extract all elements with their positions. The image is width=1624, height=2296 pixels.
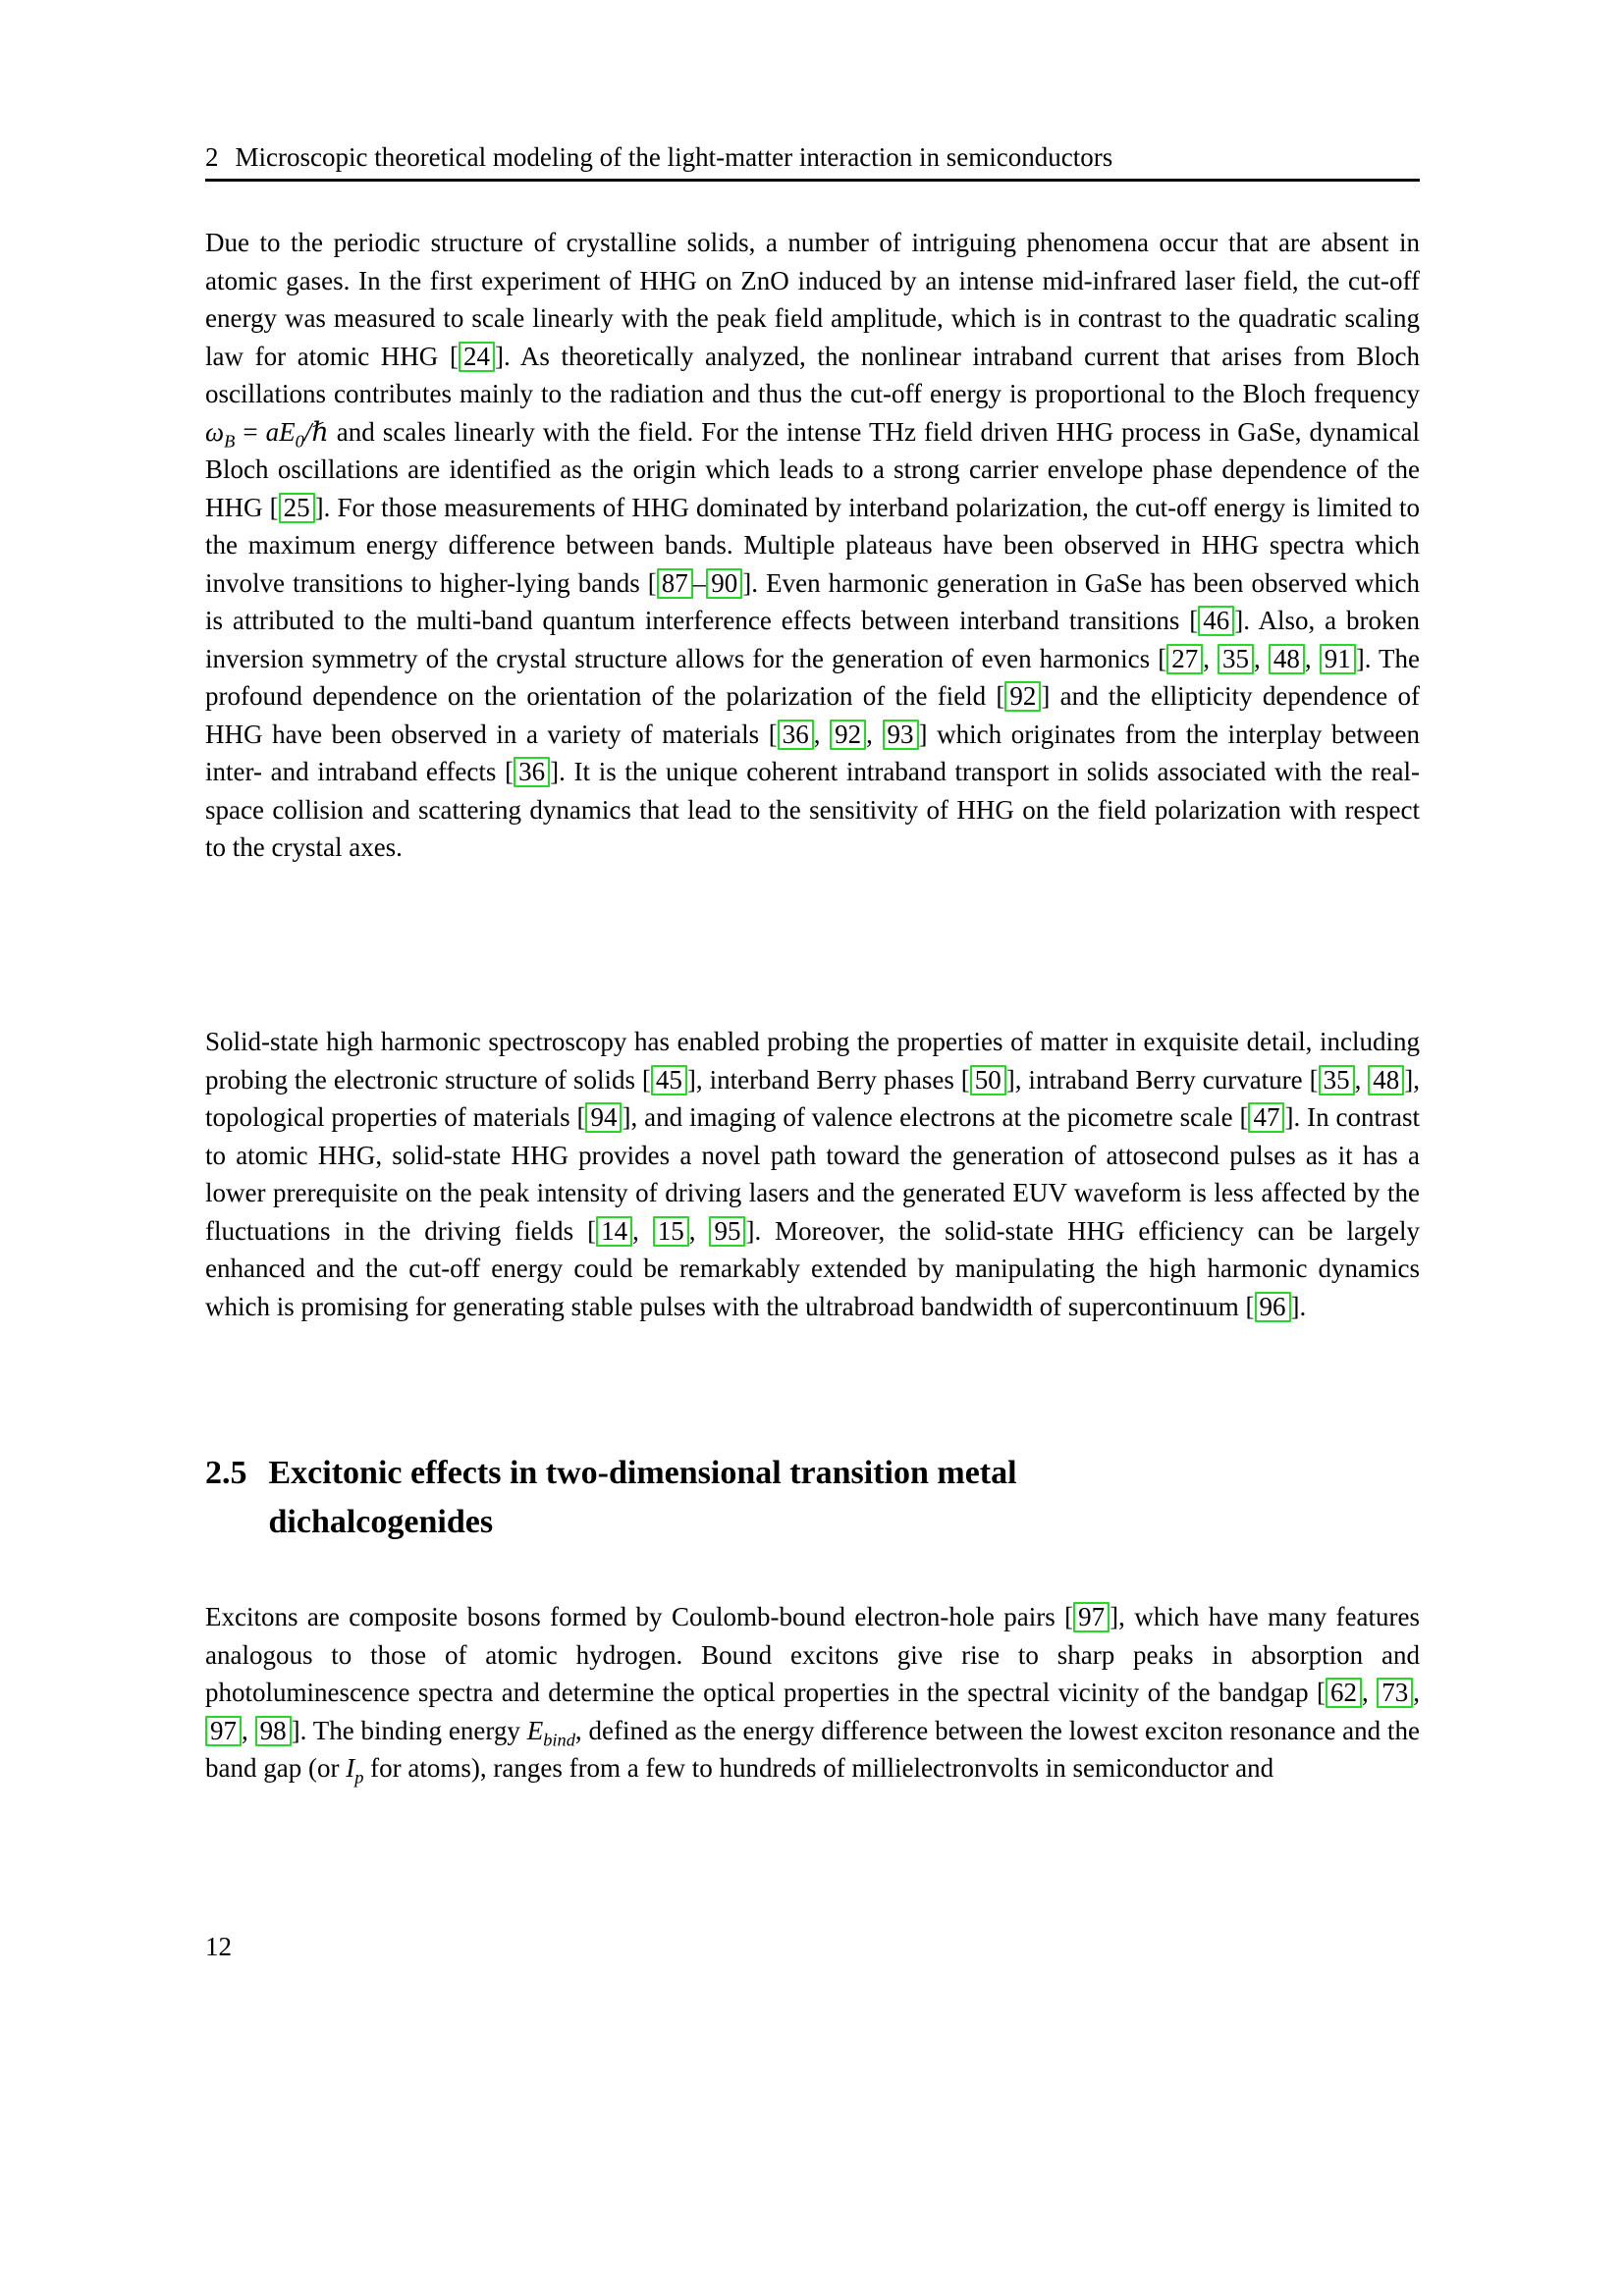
citation-link[interactable]: 48 <box>1269 644 1305 674</box>
citation-link[interactable]: 92 <box>1004 681 1041 712</box>
text-run: . Moreover, the solid-state HHG efficiency can be largely enhanced and the cut-off energy could be remarkably extended by manipulating the high harmonic dynamics which is promising for generating stable pulses with the ultrabroad bandwidth of supercontinuum <box>205 1215 1421 1321</box>
citation-link[interactable]: 48 <box>1368 1065 1404 1095</box>
citation-bracket: [ <box>768 719 778 749</box>
paragraph-3 <box>205 1598 1420 1788</box>
text-run: . For those measurements of HHG dominated by interband polarization, the cut-off energy is limited to the maximum energy difference between bands. Multiple plateaus have been observed in HHG spectra which involve transitions to higher-lying bands <box>205 492 1420 598</box>
citation-bracket: [ <box>647 567 657 598</box>
text-run: , intraband Berry curvature <box>1014 1064 1310 1095</box>
text-run: Solid-state high harmonic spectroscopy has enabled probing the properties of matter in exquisite detail, including probing the electronic structure of solids <box>205 1027 1420 1095</box>
citation-link[interactable]: 73 <box>1377 1678 1413 1708</box>
citation-separator: , <box>242 1715 255 1745</box>
citation-separator: , <box>632 1215 653 1246</box>
citation-separator: – <box>692 567 707 598</box>
citation-bracket: ] <box>1041 681 1051 711</box>
text-run: . In contrast to atomic HHG, solid-state HHG provides a novel path toward the generation of attosecond pulses as it has a lower prerequisite on the peak intensity of driving lasers and the generated EUV waveform is less affected by the fluctuations in the driving fields <box>205 1102 1420 1246</box>
citation-link[interactable]: 94 <box>585 1102 622 1133</box>
page-number: 12 <box>205 1932 232 1961</box>
citation-link[interactable]: 24 <box>459 342 495 372</box>
math-inline <box>265 416 304 451</box>
citation-bracket: ] <box>622 1102 631 1132</box>
citation-link[interactable]: 14 <box>596 1216 632 1247</box>
citation-bracket: ] <box>1290 1291 1300 1321</box>
running-header-title: Microscopic theoretical modeling of the light-matter interaction in semiconductors <box>235 142 1113 172</box>
math-subscript: p <box>354 1767 364 1788</box>
citation-bracket: [ <box>1158 643 1167 673</box>
citation-bracket: ] <box>1110 1602 1119 1631</box>
math-subscript: 0 <box>295 430 304 451</box>
text-run: for atoms), ranges from a few to hundreds of millielectronvolts in semiconductor and <box>363 1753 1274 1783</box>
citation-bracket: ] <box>291 1715 300 1745</box>
section-title <box>269 1449 1017 1547</box>
citation-link[interactable]: 98 <box>255 1716 292 1746</box>
math-base: aE <box>265 416 296 447</box>
citation-bracket: [ <box>1189 606 1199 635</box>
citation-link[interactable]: 97 <box>1073 1602 1110 1632</box>
text-run: , which have many features analogous to those of atomic hydrogen. Bound excitons give rise to sharp peaks in absorption and photoluminescence spectra and determine the optical properties in the spectral vicinity of the bandgap <box>205 1602 1420 1707</box>
math-subscript: B <box>224 430 236 451</box>
text-run: , interband Berry phases <box>695 1064 961 1095</box>
citation-bracket: ] <box>494 341 504 371</box>
citation-link[interactable]: 35 <box>1218 644 1254 674</box>
text-run: and scales linearly with the field. For the intense THz field driven HHG process in GaSe, dynamical Bloch oscillations are identified as the origin which leads to a strong carrier envelope phase dependence of the HHG <box>205 416 1420 522</box>
citation-bracket: [ <box>449 341 459 371</box>
citation-bracket: [ <box>1245 1291 1255 1321</box>
citation-bracket: ] <box>1284 1102 1294 1132</box>
citation-bracket: [ <box>1064 1602 1074 1631</box>
citation-link[interactable]: 62 <box>1326 1678 1362 1708</box>
citation-bracket: [ <box>960 1064 970 1095</box>
citation-bracket: [ <box>1239 1102 1249 1132</box>
citation-bracket: [ <box>587 1215 597 1246</box>
citation-link[interactable]: 96 <box>1255 1292 1291 1322</box>
citation-link[interactable]: 46 <box>1198 606 1234 636</box>
citation-bracket: [ <box>1309 1064 1319 1095</box>
citation-bracket: [ <box>576 1102 586 1132</box>
citation-bracket: ] <box>745 1215 755 1246</box>
citation-separator: , <box>1304 643 1320 673</box>
citation-bracket: ] <box>314 492 324 522</box>
chapter-number: 2 <box>205 142 219 172</box>
citation-bracket: ] <box>1355 643 1365 673</box>
text-run: Excitons are composite bosons formed by Coulomb-bound electron-hole pairs <box>205 1602 1065 1631</box>
citation-separator: , <box>1254 643 1269 673</box>
math-base: I <box>346 1753 355 1783</box>
citation-separator: , <box>1203 643 1218 673</box>
section-title-line-2: dichalcogenides <box>268 1504 494 1540</box>
text-run: . The profound dependence on the orientation of the polarization of the field <box>205 643 1421 711</box>
section-number: 2.5 <box>205 1455 247 1491</box>
citation-separator: , <box>1413 1678 1421 1707</box>
paragraph-1 <box>205 224 1420 867</box>
text-run: which originates from the interplay between inter- and intraband effects <box>205 719 1420 786</box>
text-run: , topological properties of materials <box>205 1064 1420 1132</box>
citation-link[interactable]: 15 <box>653 1216 689 1247</box>
text-run: . Even harmonic generation in GaSe has been observed which is attributed to the multi-band quantum interference effects between interband transitions <box>205 567 1421 635</box>
citation-link[interactable]: 95 <box>709 1216 745 1247</box>
citation-bracket: ] <box>742 567 752 598</box>
citation-separator: , <box>1362 1678 1378 1707</box>
citation-bracket: ] <box>550 757 560 786</box>
citation-link[interactable]: 93 <box>883 720 919 750</box>
citation-separator: , <box>813 719 831 749</box>
running-header <box>205 141 1420 173</box>
citation-link[interactable]: 91 <box>1320 644 1356 674</box>
text-run: and the ellipticity dependence of HHG have been observed in a variety of materials <box>205 681 1421 749</box>
citation-link[interactable]: 90 <box>706 568 742 599</box>
text-run: = <box>235 416 266 447</box>
text-run: . As theoretically analyzed, the nonlinear intraband current that arises from Bloch oscillations contributes mainly to the radiation and thus the cut-off energy is proportional to the Bloch frequency <box>205 341 1420 408</box>
citation-separator: , <box>866 719 883 749</box>
text-run: . <box>1299 1291 1307 1321</box>
citation-bracket: ] <box>1234 606 1244 635</box>
math-inline: /ℏ <box>303 416 329 447</box>
text-run: . It is the unique coherent intraband transport in solids associated with the real-space collision and scattering dynamics that lead to the sensitivity of HHG on the field polarization with respect to the crystal axes. <box>205 757 1420 862</box>
math-base: E <box>526 1715 544 1745</box>
math-subscript: bind <box>543 1729 575 1749</box>
citation-link[interactable]: 50 <box>970 1065 1006 1095</box>
citation-bracket: ] <box>686 1064 696 1095</box>
citation-bracket: [ <box>641 1064 651 1095</box>
math-inline <box>526 1715 575 1749</box>
citation-bracket: ] <box>918 719 928 749</box>
citation-link[interactable]: 25 <box>279 493 315 523</box>
citation-link[interactable]: 27 <box>1166 644 1203 674</box>
citation-link[interactable]: 36 <box>778 720 814 750</box>
citation-bracket: [ <box>996 681 1005 711</box>
text-run: , defined as the energy difference between the lowest exciton resonance and the band gap (or <box>205 1715 1420 1783</box>
citation-bracket: [ <box>505 757 514 786</box>
citation-link[interactable]: 35 <box>1319 1065 1355 1095</box>
text-run: Due to the periodic structure of crystalline solids, a number of intriguing phenomena occur that are absent in atomic gases. In the first experiment of HHG on ZnO induced by an intense mid-infrared laser field, the cut-off energy was measured to scale linearly with the peak field amplitude, which is in contrast to the quadratic scaling law for atomic HHG <box>205 228 1420 371</box>
text-run: . The binding energy <box>299 1715 527 1745</box>
citation-link[interactable]: 45 <box>651 1065 687 1095</box>
citation-link[interactable]: 87 <box>657 568 693 599</box>
text-run: , and imaging of valence electrons at the picometre scale <box>630 1102 1240 1132</box>
math-base: ω <box>205 416 225 447</box>
math-inline <box>205 416 236 451</box>
citation-bracket: ] <box>1005 1064 1015 1095</box>
section-heading <box>205 1449 1420 1547</box>
citation-separator: , <box>688 1215 710 1246</box>
citation-bracket: [ <box>269 492 279 522</box>
citation-link[interactable]: 36 <box>514 757 550 787</box>
header-rule <box>205 179 1420 182</box>
paragraph-2 <box>205 1023 1420 1325</box>
citation-bracket: ] <box>1404 1064 1414 1095</box>
citation-bracket: [ <box>1317 1678 1326 1707</box>
text-run: . Also, a broken inversion symmetry of the crystal structure allows for the generation of even harmonics <box>205 606 1420 673</box>
section-title-line-1: Excitonic effects in two-dimensional transition metal <box>268 1455 1017 1491</box>
citation-separator: , <box>1354 1064 1369 1095</box>
citation-link[interactable]: 92 <box>830 720 866 750</box>
citation-link[interactable]: 47 <box>1248 1102 1284 1133</box>
citation-link[interactable]: 97 <box>205 1716 242 1746</box>
math-inline <box>346 1753 364 1788</box>
